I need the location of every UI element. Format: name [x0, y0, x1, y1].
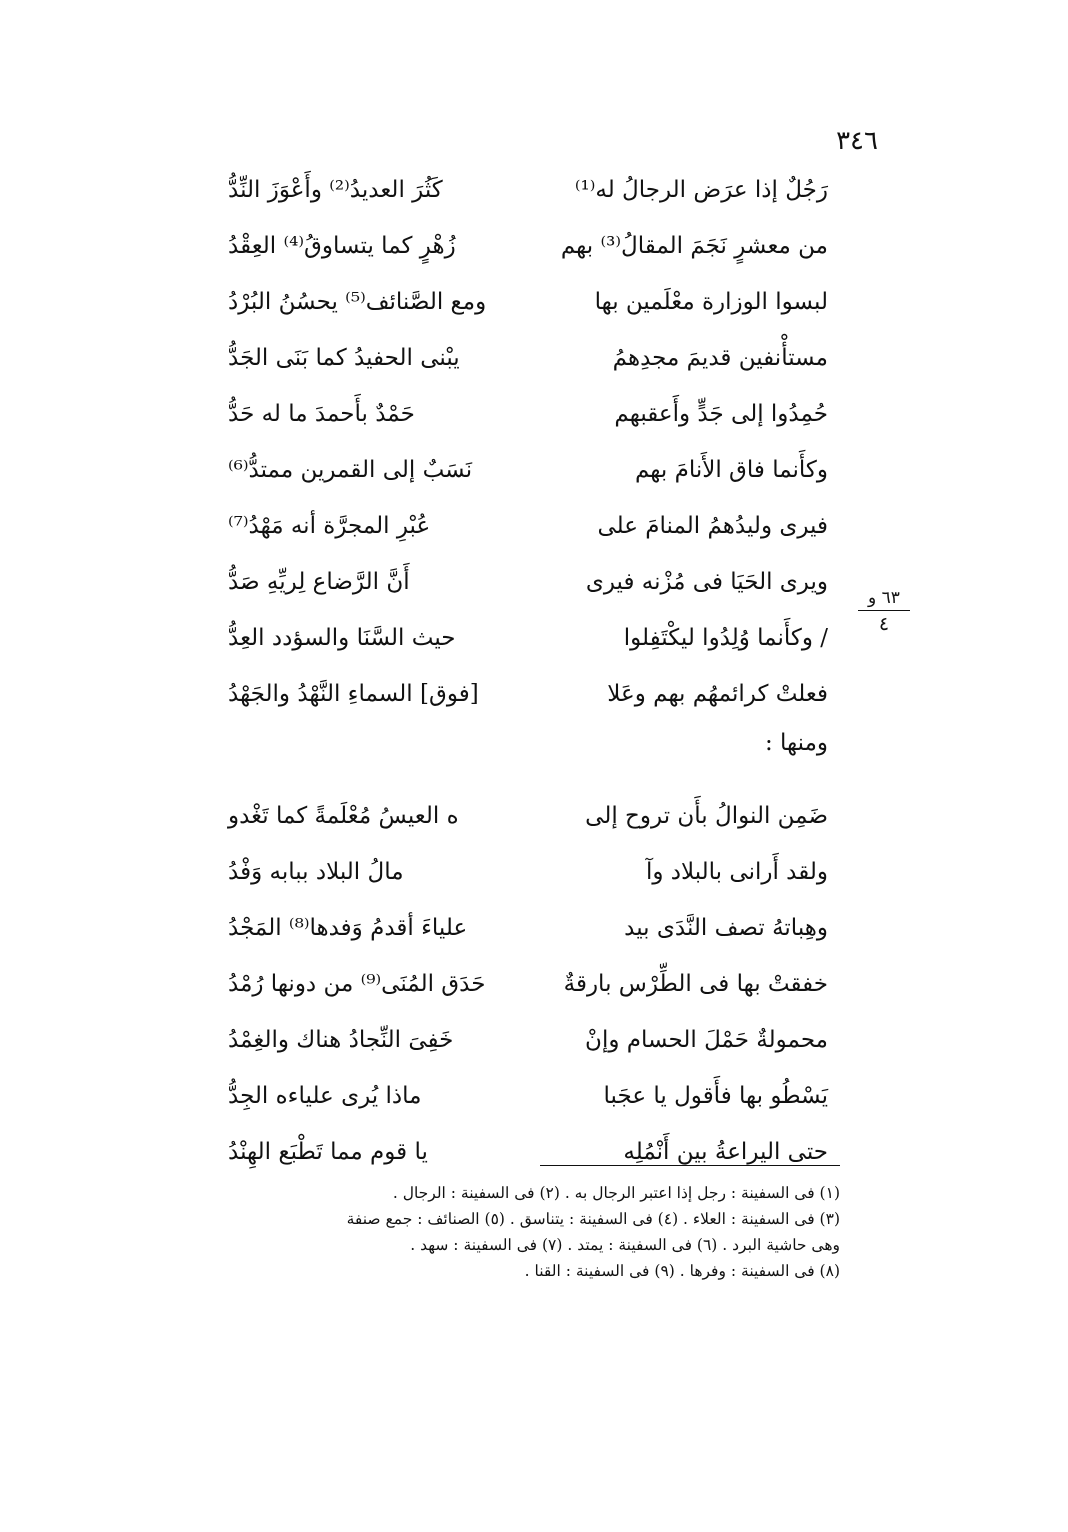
page-number: ٣٤٦	[836, 126, 878, 156]
poem-section-2	[228, 788, 828, 1180]
verse-line	[228, 844, 828, 900]
margin-note-rule	[858, 610, 910, 611]
verse-second-hemistich: مالُ البلاد ببابه وَفْدُ	[228, 859, 404, 885]
footnotes	[150, 1180, 840, 1284]
verse-second-hemistich: حَدَق المُنَى⁽⁹⁾ من دونها رُمْدُ	[228, 971, 486, 997]
poem-section-1	[228, 162, 828, 722]
verse-second-hemistich: [فوق] السماءِ النَّهْدُ والجَهْدُ	[228, 681, 479, 707]
verse-line	[228, 386, 828, 442]
verse-first-hemistich: حُمِدُوا إلى جَدٍّ وأَعقبهم	[614, 401, 828, 427]
verse-first-hemistich: فعلتْ كرائمهُم بهم وعَلا	[607, 681, 828, 707]
verse-line	[228, 554, 828, 610]
verse-second-hemistich: أَنَّ الرَّضاع لِريِّهِ صَدُّ	[228, 569, 410, 595]
verse-first-hemistich: ضَمِن النوالُ بأَن تروح إلى	[585, 803, 828, 829]
verse-first-hemistich: ولقد أَرانى بالبلاد وآ	[645, 859, 828, 885]
verse-line	[228, 610, 828, 666]
footnote-divider	[540, 1165, 840, 1166]
verse-line	[228, 162, 828, 218]
verse-first-hemistich: لبسوا الوزارة معْلَمين بها	[594, 289, 828, 315]
verse-first-hemistich: مستأْنفين قديمَ مجدِهمُ	[612, 345, 828, 371]
verse-first-hemistich: محمولةٌ حَمْلَ الحسام وإنْ	[585, 1027, 828, 1053]
verse-line	[228, 498, 828, 554]
verse-second-hemistich: نَسَبٌ إلى القمرين ممتدُّ⁽⁶⁾	[228, 457, 473, 483]
section-subheading: ومنها :	[764, 730, 828, 756]
verse-line	[228, 900, 828, 956]
verse-line	[228, 1012, 828, 1068]
margin-note	[858, 588, 910, 635]
verse-line	[228, 1124, 828, 1180]
verse-first-hemistich: خفقتْ بها فى الطِّرْس بارقةٌ	[563, 971, 828, 997]
verse-second-hemistich: خَفِىَ النِّجادُ هناك والغِمْدُ	[228, 1027, 454, 1053]
verse-line	[228, 666, 828, 722]
verse-second-hemistich: يبْنى الحفيدُ كما بَنَى الجَدُّ	[228, 345, 460, 371]
verse-first-hemistich: من معشرٍ نَجَمَ المقالُ⁽³⁾ بهم	[560, 233, 828, 259]
footnote-line: (٨) فى السفينة : وفرها . (٩) فى السفينة : القنا .	[524, 1262, 840, 1280]
verse-second-hemistich: يا قوم مما تَطْبَع الهِنْدُ	[228, 1139, 428, 1165]
footnote-line: (٣) فى السفينة : العلاء . (٤) فى السفينة : يتناسق . (٥) الصنائف : جمع صنفة	[346, 1210, 840, 1228]
verse-first-hemistich: ويرى الحَيَا فى مُزْنه فيرى	[585, 569, 828, 595]
verse-line	[228, 218, 828, 274]
footnote-line: وهى حاشية البرد . (٦) فى السفينة : يمتد . (٧) فى السفينة : سهد .	[410, 1236, 840, 1254]
verse-second-hemistich: زُهْرٍ كما يتساوقُ⁽⁴⁾ العِقْدُ	[228, 233, 456, 259]
verse-first-hemistich: رَجُلٌ إذا عرَض الرجالُ له⁽¹⁾	[574, 177, 828, 203]
verse-first-hemistich: / وكأَنما وُلِدُوا ليكْتَفِلوا	[623, 625, 828, 651]
verse-second-hemistich: حَمْدٌ بأَحمدَ ما له حَدُّ	[228, 401, 415, 427]
verse-second-hemistich: علياءَ أقدمُ وَفدها⁽⁸⁾ المَجْدُ	[228, 915, 468, 941]
margin-note-folio: ٦٣ و	[868, 588, 900, 608]
verse-line	[228, 1068, 828, 1124]
verse-first-hemistich: فيرى وليدُهمُ المنامَ على	[597, 513, 828, 539]
verse-line	[228, 788, 828, 844]
verse-line	[228, 274, 828, 330]
verse-first-hemistich: يَسْطُو بها فأَقول يا عجَبا	[603, 1083, 828, 1109]
margin-note-number: ٤	[878, 613, 890, 635]
verse-second-hemistich: ماذا يُرى علياءه الجِدُّ	[228, 1083, 422, 1109]
verse-first-hemistich: وهِباتهُ تصف النَّدَى بيد	[624, 915, 828, 941]
footnote-line: (١) فى السفينة : رجل إذا اعتبر الرجال به . (٢) فى السفينة : الرجال .	[392, 1184, 840, 1202]
verse-second-hemistich: ه العيسُ مُعْلَمةً كما تَغْدو	[228, 803, 459, 829]
verse-second-hemistich: حيث السَّنَا والسؤدد العِدُّ	[228, 625, 456, 651]
verse-line	[228, 956, 828, 1012]
verse-first-hemistich: حتى اليراعةُ بين أَنْمُلِه	[623, 1139, 828, 1165]
verse-line	[228, 442, 828, 498]
verse-second-hemistich: عُبْرِ المجرَّة أنه مَهْدُ⁽⁷⁾	[228, 513, 431, 539]
verse-line	[228, 330, 828, 386]
verse-second-hemistich: كَثُرَ العديدُ⁽²⁾ وأَعْوَزَ النِّدُّ	[228, 177, 443, 203]
verse-first-hemistich: وكأَنما فاق الأَنامَ بهم	[634, 457, 828, 483]
verse-second-hemistich: ومع الصَّنائف⁽⁵⁾ يحسُنُ البُرْدُ	[228, 289, 487, 315]
